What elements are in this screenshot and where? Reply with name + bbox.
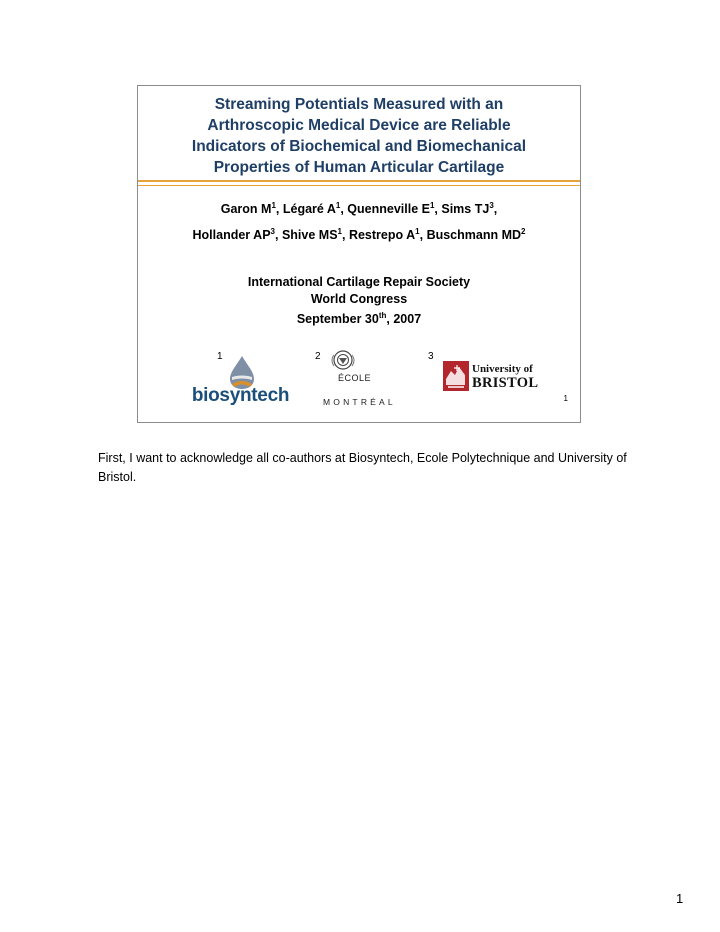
author-separator: ,	[341, 228, 349, 242]
slide-number: 1	[563, 394, 568, 403]
ecole-label: ÉCOLE	[338, 373, 372, 383]
author-affiliation: 3	[489, 200, 494, 210]
author-affiliation: 1	[337, 226, 342, 236]
author-name: Sims TJ	[441, 202, 490, 216]
polytechnique-logo	[318, 349, 418, 409]
bristol-line2: BRISTOL	[472, 375, 539, 391]
authors-line-2	[138, 228, 580, 242]
biosyntech-logo	[178, 354, 303, 408]
speaker-notes: First, I want to acknowledge all co-authors at Biosyntech, Ecole Polytechnique and University of Bristol.	[98, 451, 627, 484]
author-affiliation: 1	[429, 200, 435, 210]
title-divider-thin	[138, 185, 580, 186]
title-line: Arthroscopic Medical Device are Reliable	[207, 117, 511, 134]
bristol-crest-icon	[443, 361, 469, 391]
author-affiliation: 1	[335, 200, 341, 210]
bristol-logo	[443, 361, 553, 401]
title-divider	[138, 180, 580, 182]
crest-icon	[318, 349, 418, 373]
title-line: Streaming Potentials Measured with an	[214, 96, 504, 113]
conference-subtitle: World Congress	[310, 292, 408, 306]
date-ordinal: th	[378, 310, 387, 320]
author-name: Shive MS	[281, 228, 338, 242]
affiliation-number: 1	[217, 351, 223, 362]
date-year: , 2007	[386, 312, 422, 326]
author-separator: ,	[275, 202, 283, 216]
author-separator: ,	[434, 202, 442, 216]
page-number: 1	[676, 891, 684, 906]
date-text: September 30	[296, 312, 379, 326]
montreal-label: MONTRÉAL	[323, 397, 396, 407]
author-name: Buschmann MD	[426, 228, 522, 242]
title-line: Indicators of Biochemical and Biomechanical	[191, 138, 527, 155]
conference-name: International Cartilage Repair Society	[247, 275, 471, 289]
author-affiliation: 1	[415, 226, 420, 236]
author-affiliation: 3	[270, 226, 275, 236]
biosyntech-wordmark: biosyntech	[191, 385, 290, 406]
affiliation-number: 3	[428, 351, 434, 362]
affiliation-number: 2	[315, 351, 321, 362]
author-name: Quenneville E	[347, 202, 430, 216]
title-line: Properties of Human Articular Cartilage	[213, 159, 505, 176]
bristol-line1: University of	[472, 363, 533, 375]
slide-title	[138, 94, 580, 178]
author-affiliation: 2	[521, 226, 526, 236]
author-name: Restrepo A	[348, 228, 416, 242]
author-name: Hollander AP	[192, 228, 271, 242]
author-separator: ,	[340, 202, 348, 216]
author-name: Garon M	[220, 202, 272, 216]
slide-thumbnail	[137, 85, 581, 423]
conference-date	[138, 312, 580, 326]
author-name: Légaré A	[282, 202, 336, 216]
authors-line-1	[138, 202, 580, 216]
author-affiliation: 1	[271, 200, 276, 210]
author-separator: ,	[493, 202, 498, 216]
author-separator: ,	[419, 228, 427, 242]
author-separator: ,	[275, 228, 282, 242]
